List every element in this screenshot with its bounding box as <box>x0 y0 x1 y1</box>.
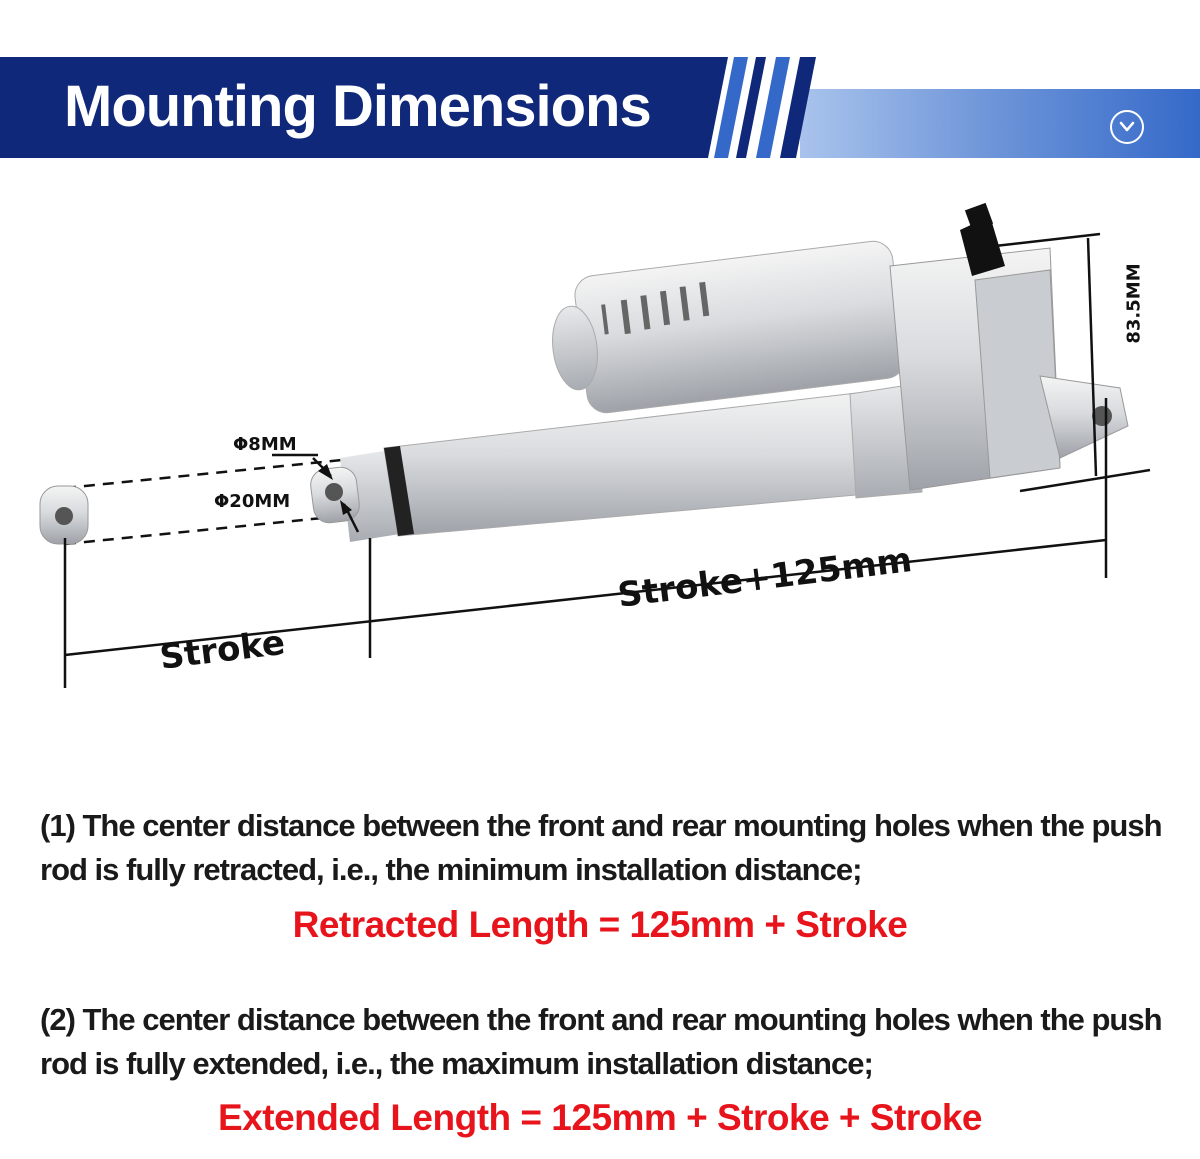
rod-diameter-label: Φ20MM <box>214 491 291 512</box>
page-title: Mounting Dimensions <box>64 74 651 139</box>
stroke-plus-125mm-label: Stroke+125mm <box>615 540 915 616</box>
chevron-down-circle-icon <box>1119 120 1135 134</box>
dimension-diagram <box>0 158 1200 758</box>
section-header <box>0 57 1200 158</box>
motor-housing <box>548 239 907 415</box>
retracted-length-formula: Retracted Length = 125mm + Stroke <box>292 904 908 945</box>
scroll-down-button[interactable] <box>1110 110 1144 144</box>
extended-length-formula: Extended Length = 125mm + Stroke + Stroke <box>218 1097 982 1138</box>
retracted-note: (1) The center distance between the front and rear mounting holes when the push rod is fully retracted, i.e., the minimum installation distance; <box>40 808 1162 887</box>
extended-note: (2) The center distance between the front and rear mounting holes when the push rod is fully extended, i.e., the maximum installation distance; <box>40 1002 1162 1081</box>
stroke-label: Stroke <box>157 622 288 678</box>
hole-diameter-label: Φ8MM <box>233 434 297 455</box>
front-mounting-eye <box>40 486 88 544</box>
height-label: 83.5MM <box>1123 263 1145 344</box>
